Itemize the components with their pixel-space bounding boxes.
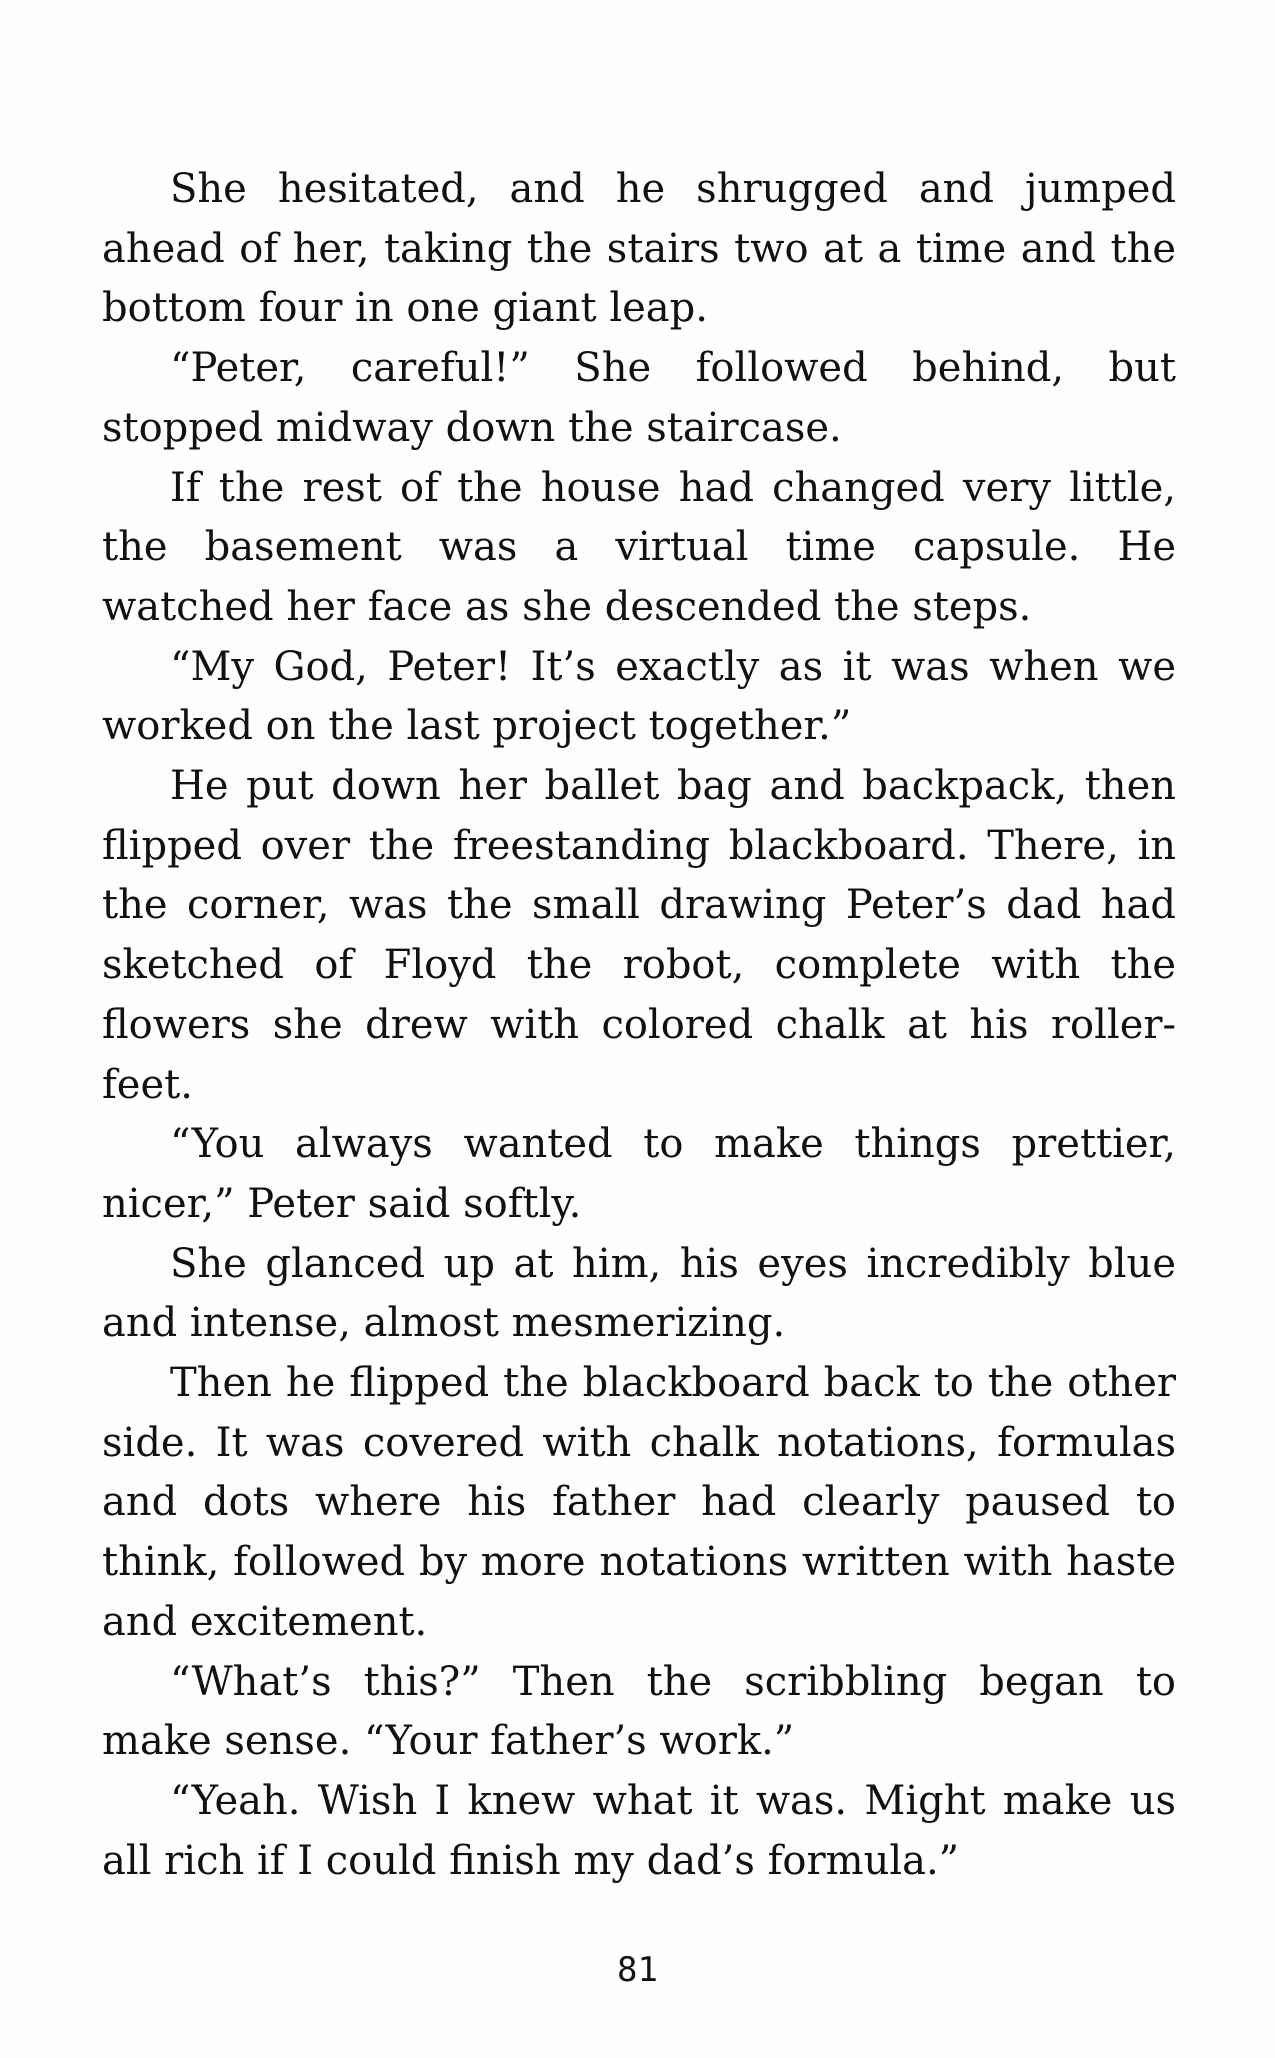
page-number: 81	[617, 1950, 658, 1990]
paragraph: If the rest of the house had changed very little, the basement was a virtual time capsule. He watched her face as she descended the steps.	[102, 464, 1176, 630]
paragraph: “You always wanted to make things prettier, nicer,” Peter said softly.	[102, 1121, 1176, 1227]
paragraph: “Peter, careful!” She followed behind, but stopped midway down the staircase.	[102, 345, 1176, 451]
paragraph: “My God, Peter! It’s exactly as it was when we worked on the last project together.”	[102, 643, 1176, 750]
body-text	[102, 160, 1176, 1891]
paragraph: “Yeah. Wish I knew what it was. Might make us all rich if I could finish my dad’s formula.”	[102, 1777, 1176, 1884]
paragraph: Then he flipped the blackboard back to the other side. It was covered with chalk notations, formulas and dots where his father had clearly paused to think, followed by more notations written with haste and excitement.	[102, 1360, 1176, 1645]
paragraph: She glanced up at him, his eyes incredibly blue and intense, almost mesmerizing.	[102, 1240, 1176, 1347]
paragraph: “What’s this?” Then the scribbling began to make sense. “Your father’s work.”	[102, 1658, 1176, 1765]
paragraph: She hesitated, and he shrugged and jumped ahead of her, taking the stairs two at a time and the bottom four in one giant leap.	[102, 166, 1176, 332]
paragraph: He put down her ballet bag and backpack, then flipped over the freestanding blackboard. There, in the corner, was the small drawing Peter’s dad had sketched of Floyd the robot, complete with the flowers she drew with colored chalk at his roller-feet.	[102, 763, 1176, 1108]
